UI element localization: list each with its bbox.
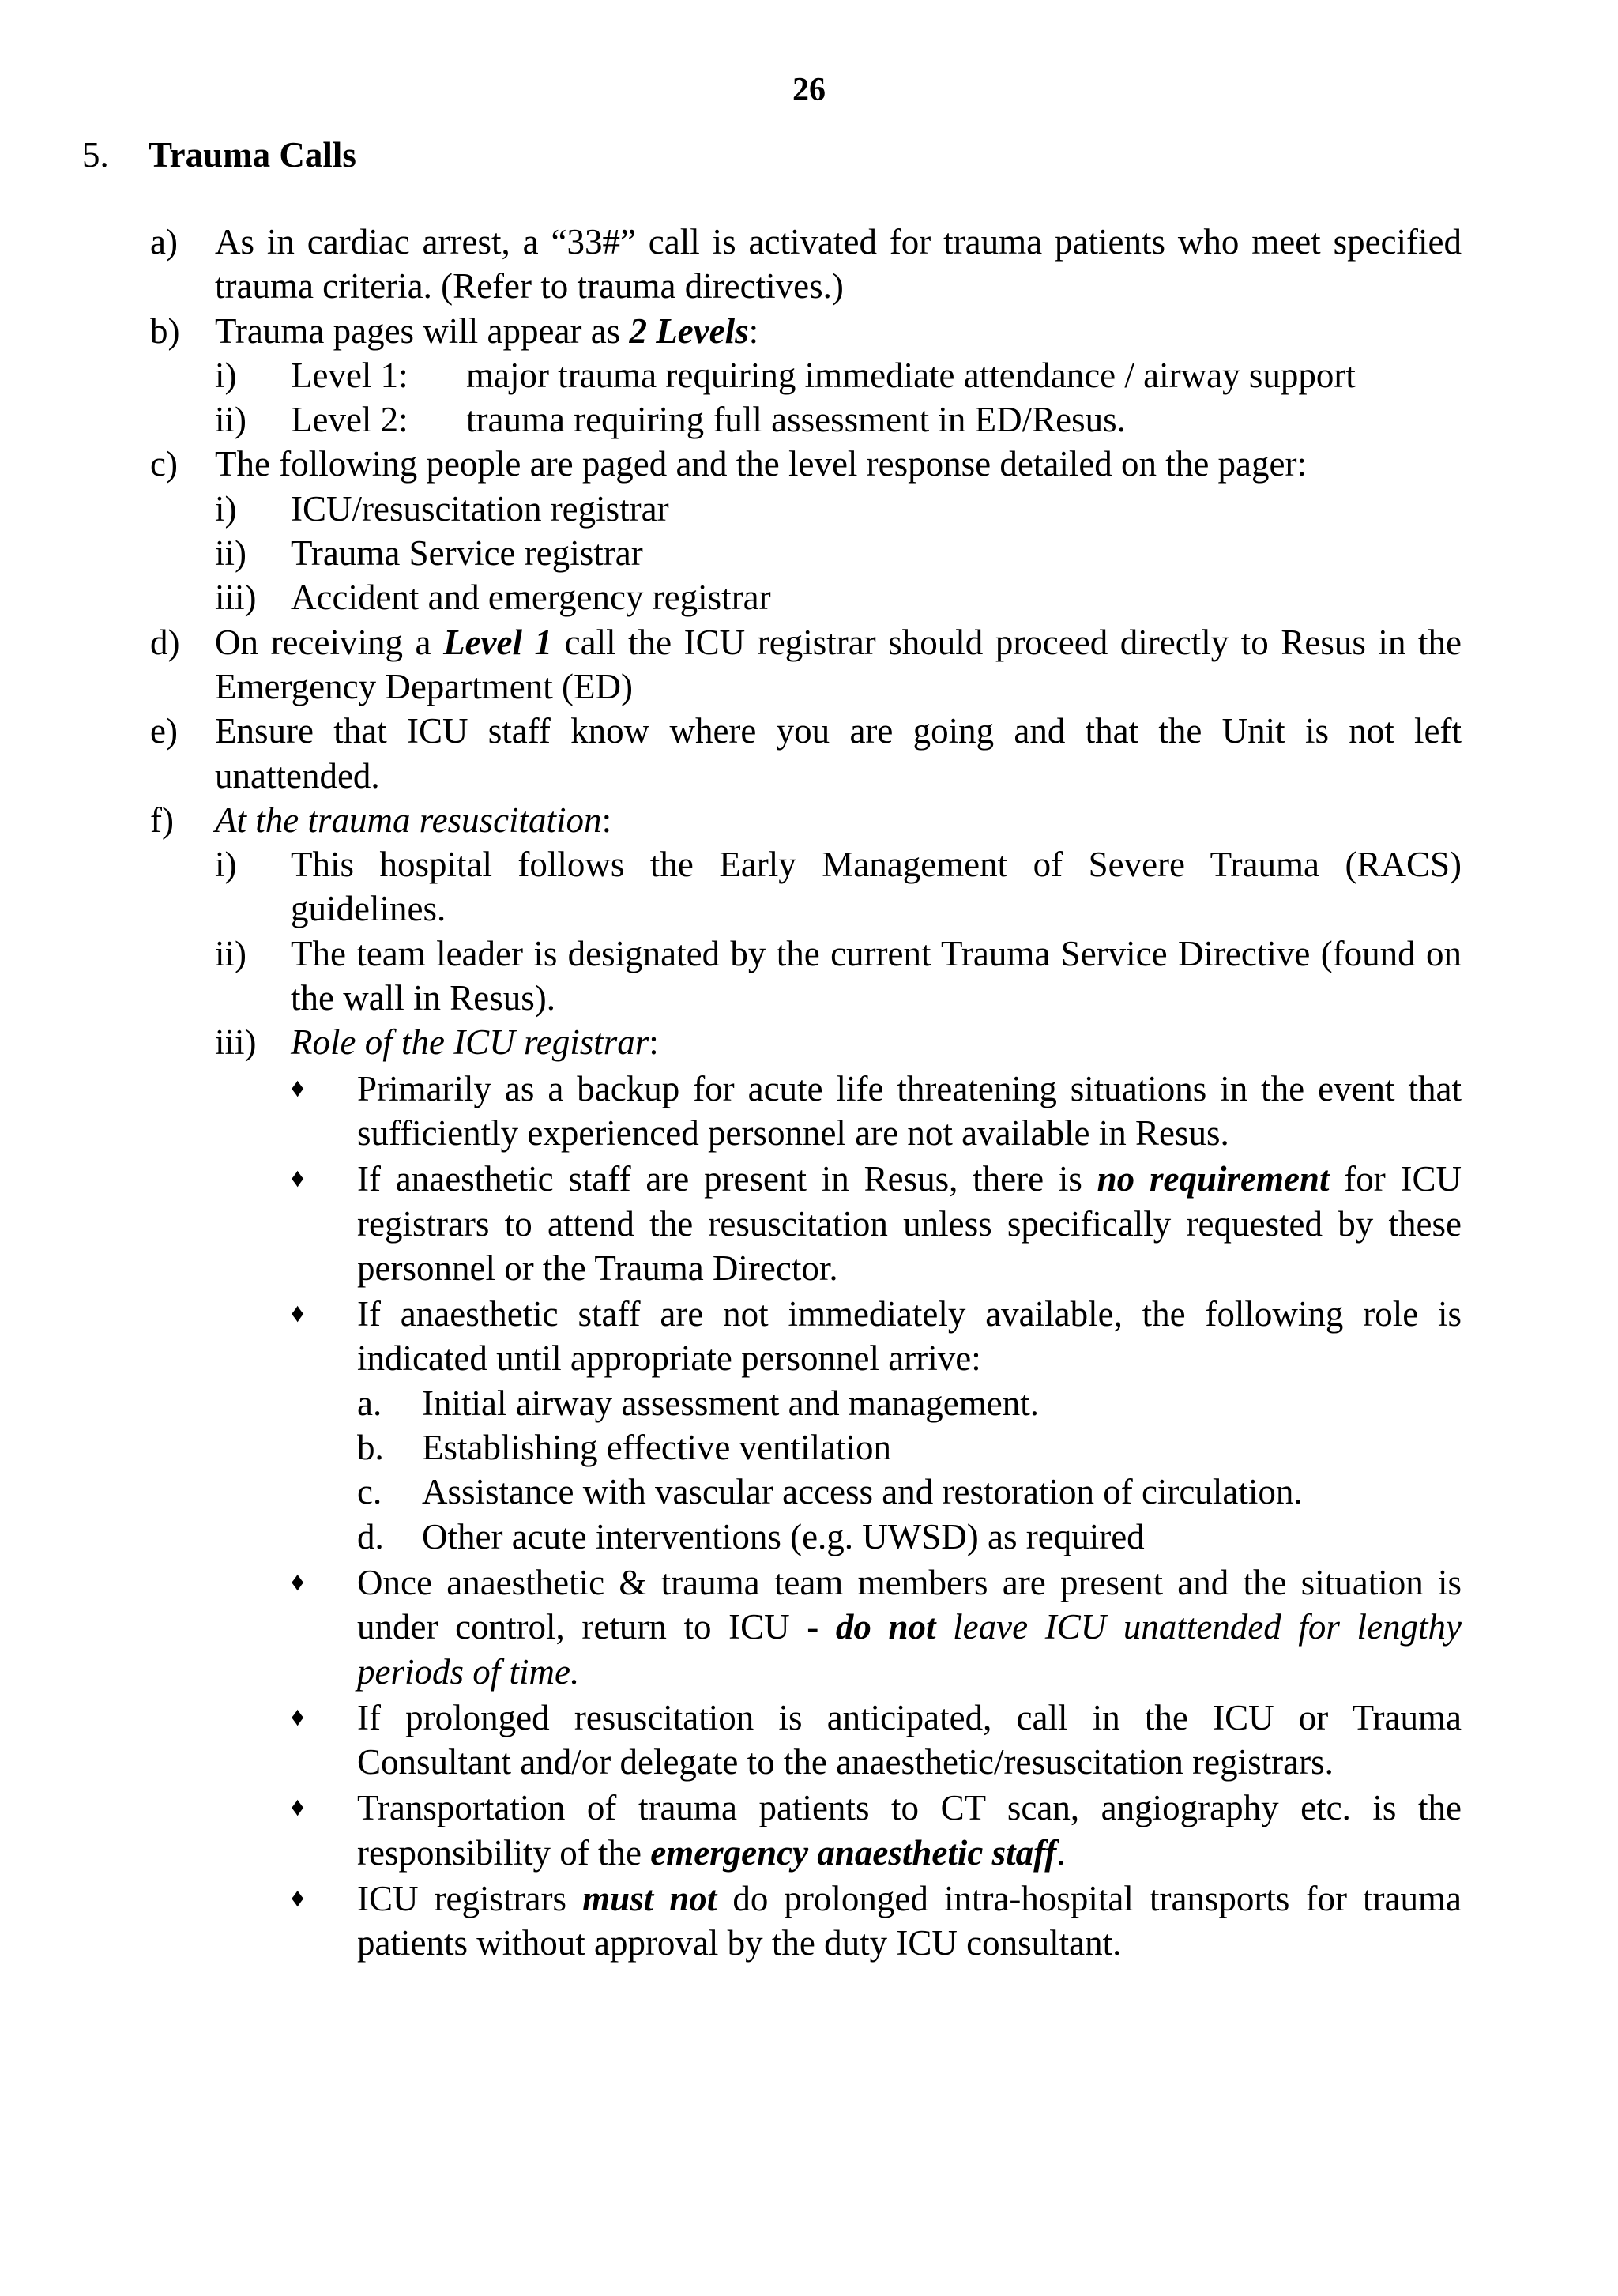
level-name: Level 1: (291, 355, 408, 395)
text-run: Once anaesthetic & trauma team members are present and the situation is under control, return to ICU - (357, 1562, 1462, 1647)
resus-heading (291, 1020, 1462, 1064)
item-label: a) (150, 222, 178, 262)
item-text (215, 620, 1462, 710)
item-text: The following people are paged and the level response detailed on the pager: (215, 444, 1307, 484)
resus-label: iii) (215, 1022, 257, 1063)
bullet-text (357, 1876, 1462, 1966)
bullet-text (357, 1157, 1462, 1290)
level-desc: trauma requiring full assessment in ED/Resus. (466, 400, 1126, 440)
italic-text: leave ICU unattended for lengthy periods of time. (357, 1607, 1462, 1692)
emphasis-text: no requirement (1097, 1159, 1330, 1199)
item-heading (215, 798, 1462, 842)
diamond-bullet-icon: ♦ (291, 1793, 305, 1823)
section-body (150, 220, 1462, 1966)
emphasis-text: do not (835, 1607, 936, 1647)
item-text: As in cardiac arrest, a “33#” call is activated for trauma patients who meet specified trauma criteria. (Refer to trauma directives.) (215, 222, 1462, 307)
item-b (150, 309, 1462, 353)
text-run: : (748, 311, 759, 351)
item-c (150, 442, 1462, 486)
text-run: ICU registrars (357, 1878, 583, 1918)
role-step (357, 1470, 1462, 1514)
section-number: 5. (82, 135, 109, 175)
step-text: Establishing effective ventilation (422, 1428, 892, 1468)
item-label: f) (150, 800, 174, 840)
person-label: iii) (215, 578, 257, 618)
item-label: c) (150, 444, 178, 484)
bullet-text: If prolonged resuscitation is anticipated, call in the ICU or Trauma Consultant and/or delegate to the anaesthetic/resuscitation registrars. (357, 1697, 1462, 1782)
resus-item (215, 932, 1462, 1021)
level-name: Level 2: (291, 400, 408, 440)
text-run: : (649, 1022, 659, 1063)
paged-person (215, 531, 1462, 575)
bullet-text (357, 1560, 1462, 1694)
item-e (150, 709, 1462, 798)
diamond-bullet-icon: ♦ (291, 1073, 305, 1103)
step-label: a. (357, 1383, 382, 1423)
page-number: 26 (792, 72, 826, 108)
diamond-bullet-icon: ♦ (291, 1567, 305, 1597)
level-item (215, 397, 1462, 442)
step-text: Other acute interventions (e.g. UWSD) as required (422, 1516, 1145, 1556)
diamond-bullet-icon: ♦ (291, 1883, 305, 1913)
role-bullet (291, 1786, 1462, 1875)
person-label: i) (215, 488, 237, 529)
person-text: Accident and emergency registrar (291, 578, 771, 618)
resus-label: i) (215, 845, 237, 885)
step-text: Assistance with vascular access and restoration of circulation. (422, 1472, 1303, 1512)
role-bullet (291, 1560, 1462, 1694)
paged-person (215, 487, 1462, 531)
emphasis-text: 2 Levels (629, 311, 749, 351)
level-line (291, 353, 1462, 397)
resus-label: ii) (215, 933, 246, 973)
item-label: d) (150, 622, 180, 662)
step-label: b. (357, 1428, 384, 1468)
step-label: c. (357, 1472, 382, 1512)
role-bullet (291, 1696, 1462, 1785)
emphasis-text: emergency anaesthetic staff (650, 1832, 1057, 1873)
step-text: Initial airway assessment and management. (422, 1383, 1039, 1423)
role-bullet (291, 1157, 1462, 1290)
resus-item (215, 1020, 1462, 1064)
item-a (150, 220, 1462, 309)
bullet-text: If anaesthetic staff are not immediately available, the following role is indicated until appropriate personnel arrive: (357, 1294, 1462, 1379)
person-text: Trauma Service registrar (291, 533, 643, 574)
item-label: e) (150, 711, 178, 751)
resus-item (215, 842, 1462, 932)
level-label: ii) (215, 400, 246, 440)
text-run: call the ICU registrar should proceed directly to Resus in the Emergency Department (ED) (215, 622, 1462, 706)
item-text: Ensure that ICU staff know where you are going and that the Unit is not left unattended. (215, 711, 1462, 796)
section-heading (82, 133, 356, 177)
italic-heading: At the trauma resuscitation (215, 800, 602, 840)
section-title: Trauma Calls (149, 135, 356, 175)
text-run: do prolonged intra-hospital transports for trauma patients without approval by the duty ICU consultant. (357, 1878, 1462, 1963)
text-run: Transportation of trauma patients to CT scan, angiography etc. is the responsibility of the (357, 1788, 1462, 1873)
text-run: : (601, 800, 612, 840)
role-bullet (291, 1876, 1462, 1966)
diamond-bullet-icon: ♦ (291, 1164, 305, 1194)
item-f (150, 798, 1462, 842)
bullet-text (357, 1786, 1462, 1875)
text-run: Trauma pages will appear as (215, 311, 630, 351)
step-label: d. (357, 1516, 384, 1556)
bullet-text: Primarily as a backup for acute life threatening situations in the event that sufficiently experienced personnel are not available in Resus. (357, 1068, 1462, 1153)
role-bullet (291, 1292, 1462, 1381)
role-step (357, 1425, 1462, 1470)
text-run: If anaesthetic staff are present in Resus, there is (357, 1159, 1097, 1199)
level-desc: major trauma requiring immediate attendance / airway support (466, 355, 1356, 395)
resus-text: The team leader is designated by the current Trauma Service Directive (found on the wall in Resus). (291, 933, 1462, 1018)
italic-heading: Role of the ICU registrar (291, 1022, 649, 1063)
level-item (215, 353, 1462, 397)
paged-person (215, 575, 1462, 619)
resus-text: This hospital follows the Early Management of Severe Trauma (RACS) guidelines. (291, 845, 1462, 929)
item-label: b) (150, 311, 180, 351)
diamond-bullet-icon: ♦ (291, 1299, 305, 1329)
person-text: ICU/resuscitation registrar (291, 488, 669, 529)
text-run: On receiving a (215, 622, 444, 662)
role-step (357, 1515, 1462, 1559)
emphasis-text: must not (582, 1878, 717, 1918)
role-step (357, 1381, 1462, 1425)
item-d (150, 620, 1462, 710)
person-label: ii) (215, 533, 246, 574)
item-text (215, 309, 1462, 353)
diamond-bullet-icon: ♦ (291, 1702, 305, 1732)
level-line (291, 397, 1462, 442)
role-bullet (291, 1067, 1462, 1156)
emphasis-text: Level 1 (443, 622, 553, 662)
level-label: i) (215, 355, 237, 395)
text-run: . (1056, 1832, 1066, 1873)
text-run: for ICU registrars to attend the resuscitation unless specifically requested by these personnel or the Trauma Director. (357, 1159, 1462, 1288)
